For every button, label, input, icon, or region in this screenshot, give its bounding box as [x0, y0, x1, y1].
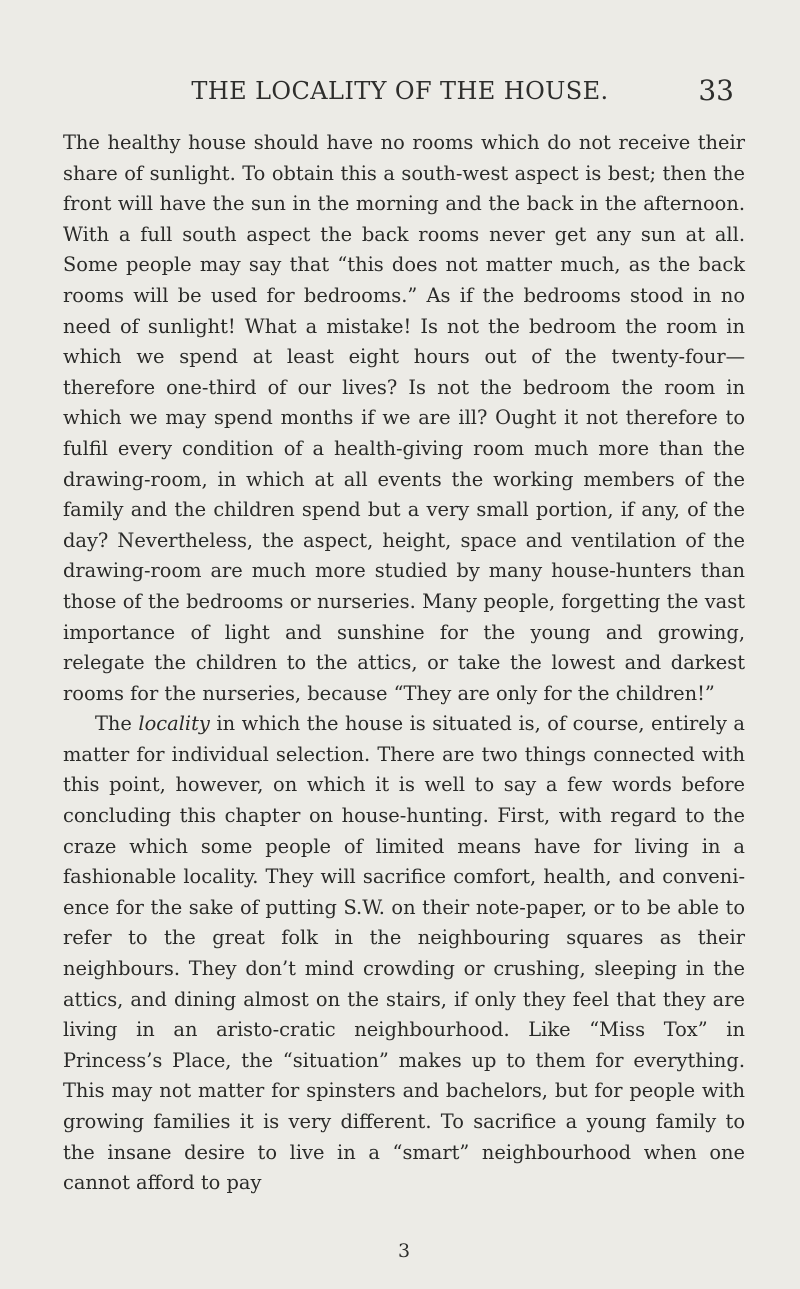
paragraph-sunlight: The healthy house should have no rooms which do not receive their share of sunlight. To obtain this a south-west aspect is best; then the front will have the sun in the morning and the back in the afternoon. With a full south aspect the back rooms never get any sun at all. Some people may say that “this does not matter much, as the back rooms will be used for bedrooms.” As if the bedrooms stood in no need of sunlight! What a mistake! Is not the bedroom the room in which we spend at least eight hours out of the twenty-four—therefore one-third of our lives? Is not the bedroom the room in which we may spend months if we are ill? Ought it not therefore to fulfil every condition of a health-giving room much more than the drawing-room, in which at all events the working members of the family and the children spend but a very small portion, if any, of the day? Nevertheless, the aspect, height, space and ventilation of the drawing-room are much more studied by many house-hunters than those of the bedrooms or nurseries. Many people, forgetting the vast importance of light and sunshine for the young and growing, relegate the children to the attics, or take the lowest and darkest rooms for the nurseries, because “They are only for the children!”	[63, 131, 745, 705]
paragraph-locality	[63, 709, 745, 1199]
paragraph-locality-rest: in which the house is situated is, of course, entirely a matter for individual selection. There are two things connected with this point, however, on which it is well to say a few words before concluding this chapter on house-hunting. First, with regard to the craze which some people of limited means have for living in a fashionable locality. They will sacrifice comfort, health, and conveni-ence for the sake of putting S.W. on their note-paper, or to be able to refer to the great folk in the neighbouring squares as their neighbours. They don’t mind crowding or crushing, sleeping in the attics, and dining almost on the stairs, if only they feel that they are living in an aristo-cratic neighbourhood. Like “Miss Tox” in Princess’s Place, the “situation” makes up to them for everything. This may not matter for spinsters and bachelors, but for people with growing families it is very different. To sacrifice a young family to the insane desire to live in a “smart” neighbourhood when one cannot afford to pay	[63, 712, 745, 1195]
page-number: 33	[698, 74, 734, 107]
italic-term-locality: locality	[138, 712, 210, 736]
running-head: THE LOCALITY OF THE HOUSE.	[191, 77, 609, 105]
signature-mark: 3	[398, 1240, 411, 1262]
body-text	[63, 128, 745, 1199]
paragraph-locality-lead: The	[95, 712, 139, 736]
